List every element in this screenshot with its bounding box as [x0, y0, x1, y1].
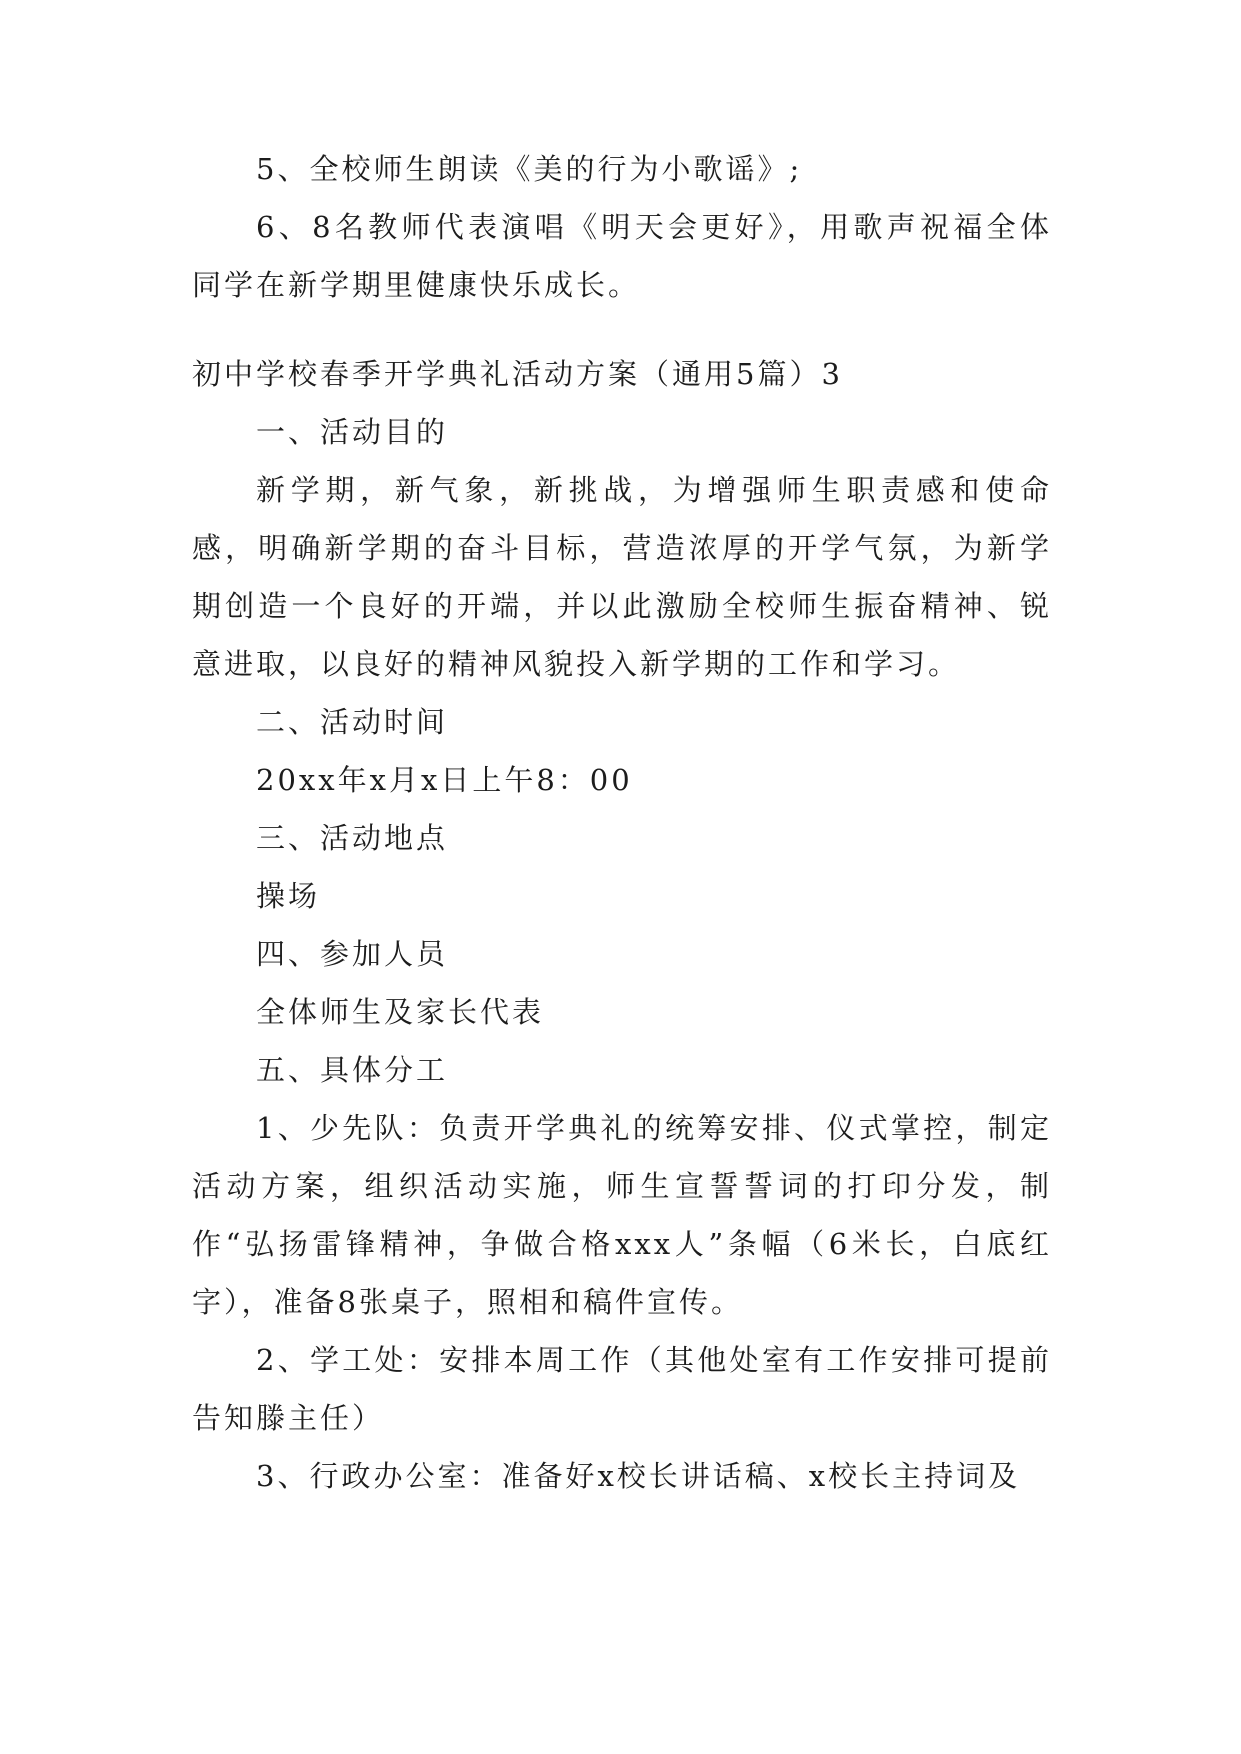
section-title: 初中学校春季开学典礼活动方案（通用5篇）3 [192, 357, 843, 391]
paragraph: 操场 [256, 879, 321, 913]
section-block [192, 345, 1052, 1505]
paragraph: 5、全校师生朗读《美的行为小歌谣》; [256, 152, 803, 186]
paragraph: 全体师生及家长代表 [256, 995, 545, 1029]
paragraph: 1、少先队：负责开学典礼的统筹安排、仪式掌控，制定活动方案，组织活动实施，师生宣誓誓词的打印分发，制作“弘扬雷锋精神，争做合格xxx人”条幅（6米长，白底红字），准备8张桌子，照相和稿件宣传。 [192, 1111, 1052, 1319]
heading-purpose: 一、活动目的 [256, 415, 449, 449]
paragraph: 6、8名教师代表演唱《明天会更好》，用歌声祝福全体同学在新学期里健康快乐成长。 [192, 210, 1052, 302]
heading-time: 二、活动时间 [256, 705, 449, 739]
paragraph: 2、学工处：安排本周工作（其他处室有工作安排可提前告知滕主任） [192, 1343, 1052, 1435]
paragraph: 3、行政办公室：准备好x校长讲话稿、x校长主持词及 [256, 1459, 1021, 1493]
intro-block [192, 140, 1052, 314]
paragraph: 20xx年x月x日上午8：00 [256, 763, 633, 797]
heading-participants: 四、参加人员 [256, 937, 449, 971]
paragraph: 新学期，新气象，新挑战，为增强师生职责感和使命感，明确新学期的奋斗目标，营造浓厚的开学气氛，为新学期创造一个良好的开端，并以此激励全校师生振奋精神、锐意进取，以良好的精神风貌投入新学期的工作和学习。 [192, 473, 1052, 681]
heading-division: 五、具体分工 [256, 1053, 449, 1087]
heading-location: 三、活动地点 [256, 821, 449, 855]
